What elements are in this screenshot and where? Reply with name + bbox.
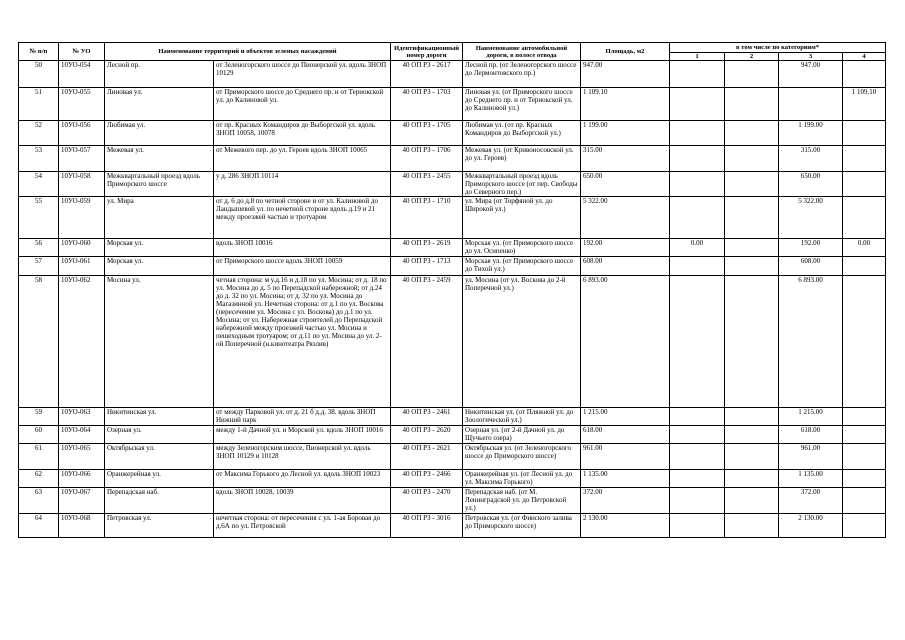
row-number: 53 [19, 146, 59, 172]
row-category-2 [725, 408, 779, 426]
row-uo-code: 10УО-066 [59, 470, 105, 488]
row-road-name: Никитинская ул. (от Пляжной ул. до Зоологической ул.) [463, 408, 581, 426]
row-category-3: 961.00 [779, 444, 843, 470]
row-category-1: 0.00 [670, 239, 725, 257]
row-object-name: Оранжерейная ул. [105, 470, 214, 488]
row-category-1 [670, 257, 725, 276]
header-ident: Идентификационный номер дороги [391, 43, 463, 61]
row-road-id: 40 ОП РЗ - 2455 [391, 172, 463, 197]
row-road-id: 40 ОП РЗ - 2619 [391, 239, 463, 257]
row-category-3: 372.00 [779, 488, 843, 514]
row-area: 1 109.10 [581, 88, 670, 121]
table-row [19, 276, 886, 408]
row-area: 315.00 [581, 146, 670, 172]
table-row [19, 488, 886, 514]
row-description: от Максима Горького до Лесной ул. вдоль ЗНОП 10023 [214, 470, 391, 488]
row-category-3: 315.00 [779, 146, 843, 172]
row-category-1 [670, 488, 725, 514]
row-description: от между Парковой ул. от д. 21 б д.д. 38. вдоль ЗНОП Нижний парк [214, 408, 391, 426]
row-road-id: 40 ОП РЗ - 2459 [391, 276, 463, 408]
table-row [19, 257, 886, 276]
row-object-name: Любимая ул. [105, 121, 214, 146]
header-cat-3: 3 [779, 53, 843, 61]
row-category-2 [725, 61, 779, 88]
header-category-group: в том числе по категориям* [670, 43, 886, 53]
row-description: вдоль ЗНОП 10016 [214, 239, 391, 257]
row-area: 1 199.00 [581, 121, 670, 146]
row-category-1 [670, 146, 725, 172]
row-category-1 [670, 408, 725, 426]
row-object-name: Мосина ул. [105, 276, 214, 408]
row-road-id: 40 ОП РЗ - 1706 [391, 146, 463, 172]
row-category-3: 650.00 [779, 172, 843, 197]
row-road-name: Лесной пр. (от Зеленогорского шоссе до Лермонтовского пр.) [463, 61, 581, 88]
row-number: 56 [19, 239, 59, 257]
row-category-4 [843, 488, 886, 514]
row-description: у д. 286 ЗНОП 10114 [214, 172, 391, 197]
row-number: 50 [19, 61, 59, 88]
row-category-2 [725, 172, 779, 197]
header-cat-1: 1 [670, 53, 725, 61]
row-category-4 [843, 146, 886, 172]
row-category-4 [843, 257, 886, 276]
table-row [19, 197, 886, 239]
row-area: 372.00 [581, 488, 670, 514]
row-object-name: Никитинская ул. [105, 408, 214, 426]
row-object-name: Морская ул. [105, 239, 214, 257]
row-number: 64 [19, 514, 59, 538]
row-area: 192.00 [581, 239, 670, 257]
row-road-id: 40 ОП РЗ - 1713 [391, 257, 463, 276]
row-road-name: Озерная ул. (от 2-й Дачной ул. до Щучьего озера) [463, 426, 581, 444]
row-number: 55 [19, 197, 59, 239]
row-road-name: Межквартальный проезд вдоль Приморского шоссе (от пер. Свободы до Северного пер.) [463, 172, 581, 197]
row-category-1 [670, 61, 725, 88]
row-description: между 1-й Дачной ул. и Морской ул. вдоль ЗНОП 10016 [214, 426, 391, 444]
row-area: 618.00 [581, 426, 670, 444]
row-description: вдоль ЗНОП 10028, 10039 [214, 488, 391, 514]
row-road-id: 40 ОП РЗ - 1705 [391, 121, 463, 146]
row-uo-code: 10УО-056 [59, 121, 105, 146]
row-road-id: 40 ОП РЗ - 2470 [391, 488, 463, 514]
row-road-id: 40 ОП РЗ - 2461 [391, 408, 463, 426]
row-category-3: 608.00 [779, 257, 843, 276]
row-category-2 [725, 257, 779, 276]
row-category-4 [843, 276, 886, 408]
row-category-4 [843, 408, 886, 426]
row-category-3: 6 893.00 [779, 276, 843, 408]
row-number: 52 [19, 121, 59, 146]
row-area: 947.00 [581, 61, 670, 88]
row-category-4 [843, 121, 886, 146]
row-uo-code: 10УО-065 [59, 444, 105, 470]
row-object-name: Межевая ул. [105, 146, 214, 172]
header-road: Наименование автомобильной дороги, в полосе отвода [463, 43, 581, 61]
row-uo-code: 10УО-064 [59, 426, 105, 444]
row-category-3: 947.00 [779, 61, 843, 88]
row-road-id: 40 ОП РЗ - 1703 [391, 88, 463, 121]
row-object-name: Октябрьская ул. [105, 444, 214, 470]
header-uo: № УО [59, 43, 105, 61]
row-road-id: 40 ОП РЗ - 2617 [391, 61, 463, 88]
row-category-2 [725, 488, 779, 514]
row-uo-code: 10УО-068 [59, 514, 105, 538]
row-category-3: 2 130.00 [779, 514, 843, 538]
row-category-3: 1 199.00 [779, 121, 843, 146]
row-area: 1 215.00 [581, 408, 670, 426]
row-category-1 [670, 470, 725, 488]
row-number: 54 [19, 172, 59, 197]
row-category-1 [670, 121, 725, 146]
row-object-name: ул. Мира [105, 197, 214, 239]
row-category-2 [725, 146, 779, 172]
row-uo-code: 10УО-060 [59, 239, 105, 257]
row-description: нечетная сторона: от пересечения с ул. 1-ая Боровая до д.6А по ул. Петровской [214, 514, 391, 538]
row-category-3: 192.00 [779, 239, 843, 257]
row-number: 51 [19, 88, 59, 121]
row-description: от пр. Красных Командиров до Выборгской ул. вдоль ЗНОП 10058, 10078 [214, 121, 391, 146]
table-row [19, 514, 886, 538]
row-road-name: ул. Мира (от Торфяной ул. до Широкой ул.) [463, 197, 581, 239]
row-category-4 [843, 514, 886, 538]
row-area: 5 322.00 [581, 197, 670, 239]
header-cat-2: 2 [725, 53, 779, 61]
header-area: Площадь, м2 [581, 43, 670, 61]
row-description: четная сторона: м у.д.16 и д.18 по ул. Мосина; от д. 18 по ул. Мосина до д. 5 по Перепадской набережной; от д.24 до д. 32 по ул. Мосина; от д. 32 по ул. Мосина до Магазинной ул. Нечетная сторона: от д.1 по ул. Воскова (пересечение ул. Мосина с ул. Воскова) до д.1 по ул. Мосина; от ул. Набережная строителей до Перепадской набережной между проезжей частью ул. Мосина и пешеходным тротуаром; от д.11 по ул. Мосина до ул. 2-ой Поперечной (н.кинотеатра Рязлив) [214, 276, 391, 408]
row-description: от д. 6 до д.8 по четной стороне и от ул. Калиновой до Ландышевой ул. по нечетной стороне вдоль д.19 и 21 между проезжей частью и тротуаром [214, 197, 391, 239]
row-category-4 [843, 61, 886, 88]
row-number: 59 [19, 408, 59, 426]
row-category-3: 1 215.00 [779, 408, 843, 426]
row-category-4: 0.00 [843, 239, 886, 257]
row-category-4 [843, 470, 886, 488]
row-object-name: Озерная ул. [105, 426, 214, 444]
row-road-id: 40 ОП РЗ - 2621 [391, 444, 463, 470]
row-area: 1 135.00 [581, 470, 670, 488]
row-area: 2 130.00 [581, 514, 670, 538]
row-road-name: Перепадская наб. (от М. Ленинградской ул. до Петровской ул.) [463, 488, 581, 514]
row-area: 650.00 [581, 172, 670, 197]
row-area: 608.00 [581, 257, 670, 276]
table-row [19, 408, 886, 426]
table-row [19, 426, 886, 444]
row-road-id: 40 ОП РЗ - 3016 [391, 514, 463, 538]
row-category-3: 1 135.00 [779, 470, 843, 488]
row-category-2 [725, 197, 779, 239]
green-spaces-table [18, 42, 886, 538]
row-object-name: Перепадская наб. [105, 488, 214, 514]
row-category-4: 1 109.10 [843, 88, 886, 121]
table-row [19, 88, 886, 121]
table-row [19, 239, 886, 257]
row-road-name: Любимая ул. (от пр. Красных Командиров до Выборгской ул.) [463, 121, 581, 146]
row-category-2 [725, 444, 779, 470]
row-uo-code: 10УО-054 [59, 61, 105, 88]
row-road-name: Морская ул. (от Приморского шоссе до Тихой ул.) [463, 257, 581, 276]
row-area: 6 893.00 [581, 276, 670, 408]
row-object-name: Петровская ул. [105, 514, 214, 538]
row-category-3: 5 322.00 [779, 197, 843, 239]
row-object-name: Лесной пр. [105, 61, 214, 88]
row-road-name: Межевая ул. (от Кривоносовской ул. до ул. Героев) [463, 146, 581, 172]
row-category-4 [843, 426, 886, 444]
row-road-name: Октябрьская ул. (от Зеленогорского шоссе до Приморского шоссе) [463, 444, 581, 470]
row-number: 62 [19, 470, 59, 488]
row-category-4 [843, 197, 886, 239]
row-uo-code: 10УО-063 [59, 408, 105, 426]
row-description: от Межевого пер. до ул. Героев вдоль ЗНОП 10065 [214, 146, 391, 172]
row-description: от Приморского шоссе вдоль ЗНОП 10059 [214, 257, 391, 276]
row-category-2 [725, 239, 779, 257]
row-category-1 [670, 514, 725, 538]
header-name: Наименование территорий и объектов зеленых насаждений [105, 43, 391, 61]
row-number: 58 [19, 276, 59, 408]
table-row [19, 444, 886, 470]
row-road-name: Оранжерейная ул. (от Лесной ул. до ул. Максима Горького) [463, 470, 581, 488]
row-road-id: 40 ОП РЗ - 2620 [391, 426, 463, 444]
table-row [19, 61, 886, 88]
table-row [19, 172, 886, 197]
row-category-1 [670, 172, 725, 197]
row-category-2 [725, 470, 779, 488]
row-description: от Зеленогорского шоссе до Пионерской ул. вдоль ЗНОП 10129 [214, 61, 391, 88]
table-row [19, 146, 886, 172]
row-uo-code: 10УО-055 [59, 88, 105, 121]
header-cat-4: 4 [843, 53, 886, 61]
header-num: № п/п [19, 43, 59, 61]
row-number: 63 [19, 488, 59, 514]
row-road-id: 40 ОП РЗ - 1710 [391, 197, 463, 239]
row-road-id: 40 ОП РЗ - 2466 [391, 470, 463, 488]
row-road-name: Морская ул. (от Приморского шоссе до ул. Осипенко) [463, 239, 581, 257]
row-road-name: Петровская ул. (от Финского залива до Приморского шоссе) [463, 514, 581, 538]
row-uo-code: 10УО-059 [59, 197, 105, 239]
row-category-2 [725, 121, 779, 146]
row-category-2 [725, 514, 779, 538]
row-uo-code: 10УО-061 [59, 257, 105, 276]
row-category-2 [725, 276, 779, 408]
row-description: от Приморского шоссе до Среднего пр. и от Териокской ул. до Калиновой ул. [214, 88, 391, 121]
row-object-name: Линовая ул. [105, 88, 214, 121]
row-road-name: ул. Мосина (от ул. Воскова до 2-й Поперечной ул.) [463, 276, 581, 408]
row-category-2 [725, 426, 779, 444]
row-object-name: Межквартальный проезд вдоль Приморского шоссе [105, 172, 214, 197]
table-row [19, 470, 886, 488]
row-number: 57 [19, 257, 59, 276]
row-category-1 [670, 276, 725, 408]
row-number: 60 [19, 426, 59, 444]
row-category-1 [670, 88, 725, 121]
row-category-1 [670, 197, 725, 239]
table-row [19, 121, 886, 146]
row-category-3 [779, 88, 843, 121]
row-category-4 [843, 172, 886, 197]
row-object-name: Морская ул. [105, 257, 214, 276]
row-uo-code: 10УО-057 [59, 146, 105, 172]
row-category-1 [670, 426, 725, 444]
row-description: между Зеленогорским шоссе, Пионерской ул. вдоль ЗНОП 10129 и 10128 [214, 444, 391, 470]
row-number: 61 [19, 444, 59, 470]
row-road-name: Линовая ул. (от Приморского шоссе до Среднего пр. и от Териокской ул. до Калиновой ул.) [463, 88, 581, 121]
row-uo-code: 10УО-062 [59, 276, 105, 408]
row-uo-code: 10УО-067 [59, 488, 105, 514]
row-uo-code: 10УО-058 [59, 172, 105, 197]
row-category-3: 618.00 [779, 426, 843, 444]
row-category-2 [725, 88, 779, 121]
row-area: 961.00 [581, 444, 670, 470]
row-category-1 [670, 444, 725, 470]
row-category-4 [843, 444, 886, 470]
